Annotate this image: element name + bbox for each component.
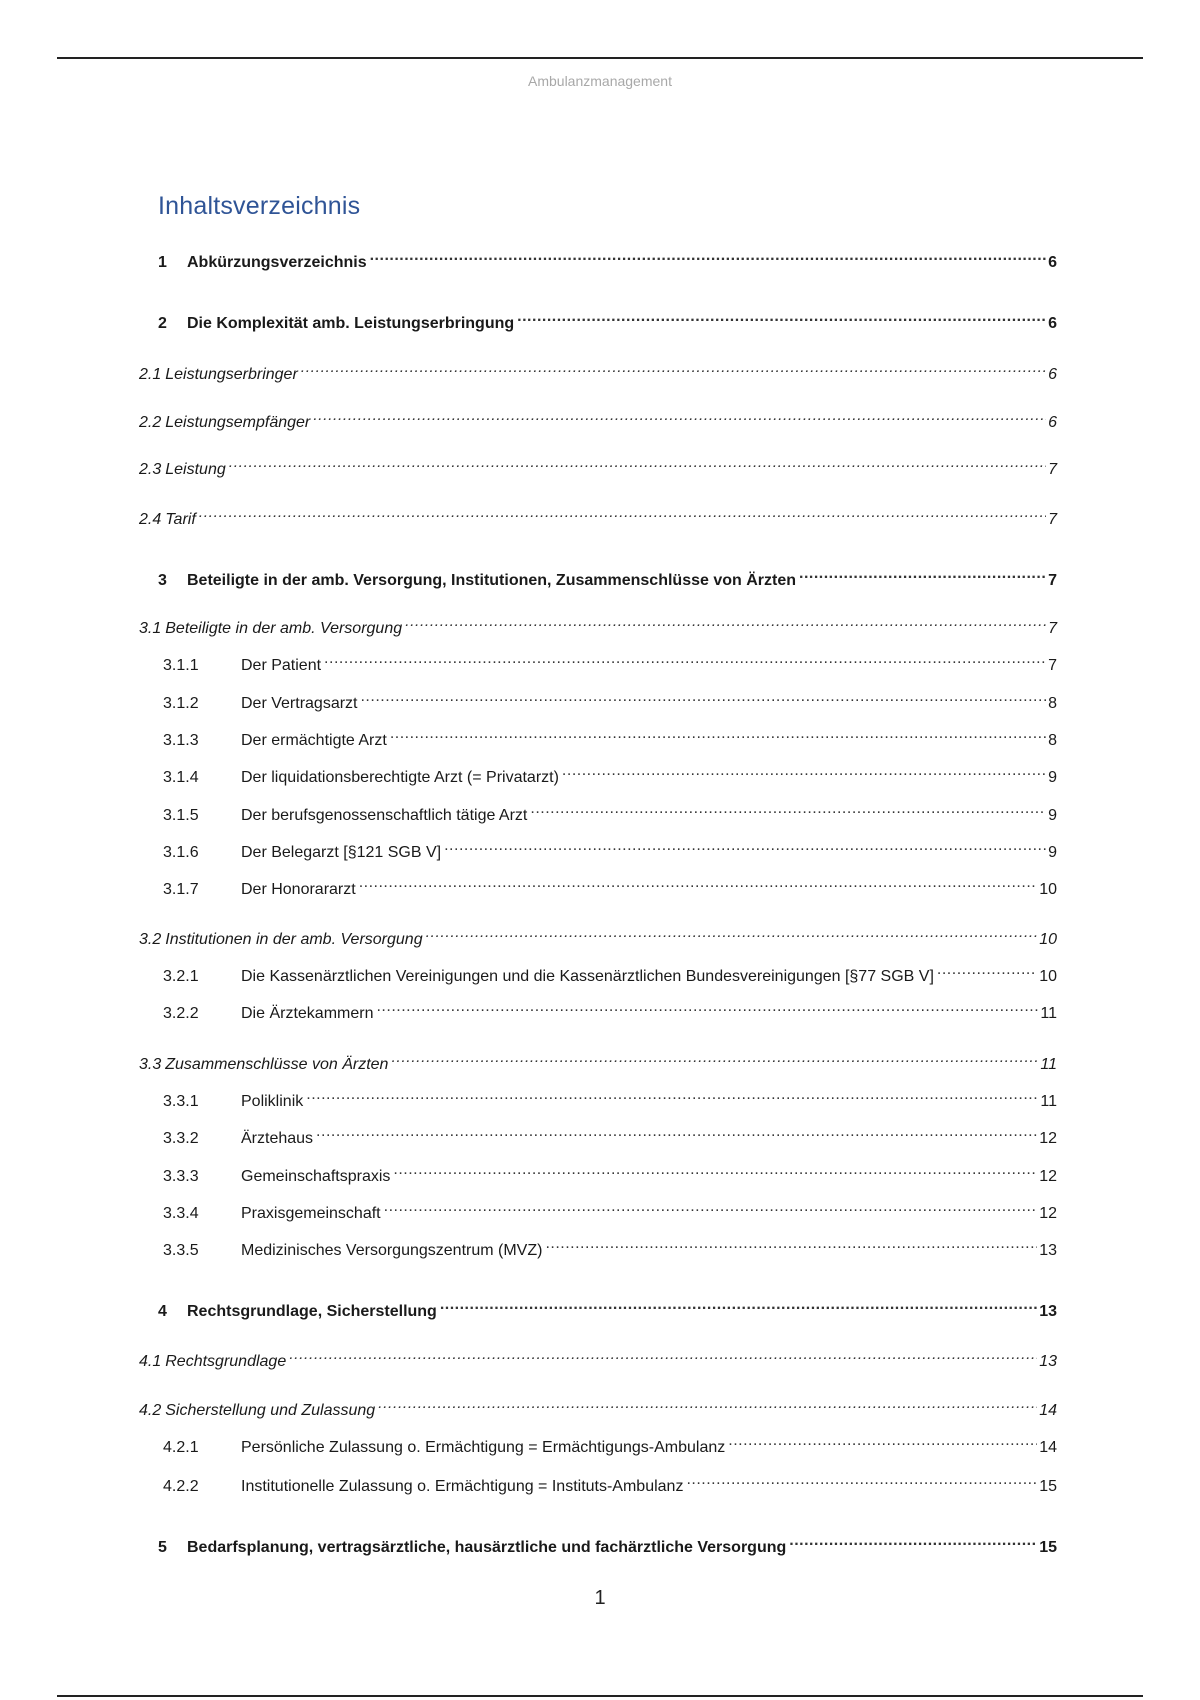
toc-entry-number: 2 (158, 315, 167, 332)
toc-entry-page: 12 (1039, 1168, 1057, 1185)
toc-entry-number: 3.3.4 (163, 1205, 199, 1222)
dot-leader (316, 1121, 1037, 1143)
toc-entry-page: 12 (1039, 1205, 1057, 1222)
toc-entry-page: 7 (1048, 572, 1057, 589)
dot-leader (384, 1196, 1038, 1218)
dot-leader (301, 357, 1046, 379)
dot-leader (360, 686, 1046, 708)
toc-entry-title: Persönliche Zulassung o. Ermächtigung = Ermächtigungs-Ambulanz (241, 1439, 726, 1456)
dot-leader (517, 306, 1046, 328)
toc-entry[interactable] (163, 686, 1057, 712)
toc-entry[interactable] (163, 648, 1057, 674)
dot-leader (390, 723, 1046, 745)
dot-leader (378, 1393, 1037, 1415)
toc-entry-page: 13 (1039, 1303, 1057, 1320)
toc-entry-page: 13 (1039, 1353, 1057, 1370)
toc-entry[interactable] (163, 1084, 1057, 1110)
dot-leader (370, 245, 1046, 267)
dot-leader (545, 1233, 1037, 1255)
toc-entry-number: 3.3.3 (163, 1168, 199, 1185)
toc-entry-number: 3.1.7 (163, 881, 199, 898)
toc-entry[interactable] (139, 611, 1057, 637)
toc-entry[interactable] (158, 245, 1057, 271)
dot-leader (199, 502, 1046, 524)
toc-entry-page: 14 (1039, 1439, 1057, 1456)
toc-entry-number: 3.1.1 (163, 657, 199, 674)
toc-entry-title: Institutionen in der amb. Versorgung (165, 931, 423, 948)
toc-entry-page: 6 (1048, 315, 1057, 332)
toc-entry-title: Poliklinik (241, 1093, 304, 1110)
toc-entry[interactable] (163, 872, 1057, 898)
dot-leader (391, 1047, 1038, 1069)
toc-entry-title: Zusammenschlüsse von Ärzten (165, 1056, 389, 1073)
dot-leader (440, 1294, 1037, 1316)
dot-leader (444, 835, 1046, 857)
toc-entry[interactable] (163, 1121, 1057, 1147)
toc-entry-number: 3.1.6 (163, 844, 199, 861)
toc-entry-title: Medizinisches Versorgungszentrum (MVZ) (241, 1242, 543, 1259)
toc-entry-title: Der Vertragsarzt (241, 695, 358, 712)
toc-entry[interactable] (139, 357, 1057, 383)
toc-entry[interactable] (139, 922, 1057, 948)
toc-entry-number: 3.2.2 (163, 1005, 199, 1022)
toc-entry[interactable] (163, 1159, 1057, 1185)
toc-entry-title: Die Komplexität amb. Leistungserbringung (187, 315, 515, 332)
toc-entry-page: 11 (1040, 1093, 1057, 1110)
dot-leader (789, 1530, 1037, 1552)
toc-entry-number: 3.1 (139, 620, 162, 637)
dot-leader (562, 760, 1046, 782)
toc-entry-title: Institutionelle Zulassung o. Ermächtigung = Instituts-Ambulanz (241, 1478, 684, 1495)
toc-entry-page: 10 (1039, 968, 1057, 985)
toc-entry-page: 8 (1048, 732, 1057, 749)
toc-entry-title: Sicherstellung und Zulassung (165, 1402, 376, 1419)
toc-entry-title: Leistung (165, 461, 226, 478)
toc-entry-page: 7 (1048, 620, 1057, 637)
toc-entry-number: 2.2 (139, 414, 162, 431)
toc-entry-title: Praxisgemeinschaft (241, 1205, 381, 1222)
toc-entry-title: Beteiligte in der amb. Versorgung (165, 620, 403, 637)
running-header: Ambulanzmanagement (528, 73, 672, 89)
dot-leader (799, 563, 1046, 585)
dot-leader (686, 1469, 1037, 1491)
toc-entry-page: 9 (1048, 844, 1057, 861)
dot-leader (728, 1430, 1037, 1452)
toc-entry-page: 7 (1048, 657, 1057, 674)
dot-leader (359, 872, 1038, 894)
toc-entry-number: 2.1 (139, 366, 162, 383)
dot-leader (405, 611, 1046, 633)
dot-leader (530, 798, 1046, 820)
toc-entry-page: 15 (1039, 1478, 1057, 1495)
toc-entry-title: Beteiligte in der amb. Versorgung, Institutionen, Zusammenschlüsse von Ärzten (187, 572, 796, 589)
toc-entry[interactable] (139, 502, 1057, 528)
toc-entry[interactable] (163, 1469, 1057, 1495)
toc-entry-title: Der ermächtigte Arzt (241, 732, 387, 749)
toc-entry-title: Rechtsgrundlage, Sicherstellung (187, 1303, 437, 1320)
toc-entry-page: 15 (1039, 1539, 1057, 1556)
toc-entry-number: 5 (158, 1539, 167, 1556)
toc-entry-number: 3.2 (139, 931, 162, 948)
toc-entry[interactable] (163, 959, 1057, 985)
toc-entry[interactable] (163, 1233, 1057, 1259)
toc-entry-page: 6 (1048, 254, 1057, 271)
dot-leader (324, 648, 1046, 670)
toc-entry-number: 3.1.2 (163, 695, 199, 712)
toc-entry[interactable] (158, 306, 1057, 332)
toc-entry-number: 4.2.2 (163, 1478, 199, 1495)
toc-entry-page: 6 (1048, 366, 1057, 383)
toc-entry-title: Der Honorararzt (241, 881, 356, 898)
toc-title: Inhaltsverzeichnis (158, 192, 361, 220)
toc-entry-title: Die Ärztekammern (241, 1005, 374, 1022)
toc-entry-page: 12 (1039, 1130, 1057, 1147)
toc-entry[interactable] (163, 1430, 1057, 1456)
toc-entry[interactable] (163, 760, 1057, 786)
toc-entry-page: 11 (1040, 1005, 1057, 1022)
page-number: 1 (594, 1587, 606, 1609)
dot-leader (306, 1084, 1038, 1106)
toc-entry-title: Ärztehaus (241, 1130, 314, 1147)
toc-entry-title: Gemeinschaftspraxis (241, 1168, 391, 1185)
toc-entry-title: Leistungsempfänger (165, 414, 311, 431)
toc-entry-title: Der Belegarzt [§121 SGB V] (241, 844, 442, 861)
dot-leader (289, 1344, 1037, 1366)
dot-leader (376, 996, 1038, 1018)
toc-entry-number: 3.1.3 (163, 732, 199, 749)
toc-entry[interactable] (158, 1530, 1057, 1556)
toc-entry-number: 4.2 (139, 1402, 162, 1419)
toc-entry[interactable] (139, 1344, 1057, 1370)
toc-entry-number: 3.1.4 (163, 769, 199, 786)
footer-rule (57, 1695, 1143, 1697)
toc-entry-page: 13 (1039, 1242, 1057, 1259)
dot-leader (426, 922, 1038, 944)
toc-entry-page: 7 (1048, 461, 1057, 478)
toc-entry-page: 10 (1039, 881, 1057, 898)
toc-entry[interactable] (139, 1047, 1057, 1073)
toc-entry-number: 3.2.1 (163, 968, 199, 985)
toc-entry[interactable] (163, 1196, 1057, 1222)
toc-entry-number: 4.1 (139, 1353, 162, 1370)
toc-entry-page: 10 (1039, 931, 1057, 948)
toc-entry-number: 2.3 (139, 461, 162, 478)
toc-entry[interactable] (158, 1294, 1057, 1320)
toc-entry-number: 3.3.2 (163, 1130, 199, 1147)
toc-entry-number: 1 (158, 254, 167, 271)
dot-leader (937, 959, 1037, 981)
toc-entry[interactable] (139, 1393, 1057, 1419)
toc-entry[interactable] (163, 835, 1057, 861)
toc-entry-title: Der berufsgenossenschaftlich tätige Arzt (241, 807, 528, 824)
toc-entry-page: 8 (1048, 695, 1057, 712)
toc-entry-page: 11 (1040, 1056, 1057, 1073)
toc-entry[interactable] (163, 996, 1057, 1022)
toc-entry-number: 3.3 (139, 1056, 162, 1073)
toc-entry-number: 3 (158, 572, 167, 589)
toc-entry-title: Die Kassenärztlichen Vereinigungen und die Kassenärztlichen Bundesvereinigungen [§77 SGB V] (241, 968, 934, 985)
toc-entry-page: 6 (1048, 414, 1057, 431)
toc-entry-title: Tarif (165, 511, 196, 528)
dot-leader (393, 1159, 1037, 1181)
toc-entry-number: 3.3.1 (163, 1093, 199, 1110)
dot-leader (313, 405, 1046, 427)
toc-entry[interactable] (158, 563, 1057, 589)
toc-entry-title: Bedarfsplanung, vertragsärztliche, hausärztliche und fachärztliche Versorgung (187, 1539, 787, 1556)
toc-entry-number: 3.3.5 (163, 1242, 199, 1259)
toc-entry-page: 14 (1039, 1402, 1057, 1419)
toc-entry-number: 2.4 (139, 511, 162, 528)
toc-entry-number: 4 (158, 1303, 167, 1320)
toc-entry[interactable] (139, 405, 1057, 431)
toc-entry-title: Leistungserbringer (165, 366, 298, 383)
toc-entry-title: Der liquidationsberechtigte Arzt (= Privatarzt) (241, 769, 559, 786)
dot-leader (229, 452, 1046, 474)
toc-entry-title: Abkürzungsverzeichnis (187, 254, 367, 271)
toc-entry-page: 7 (1048, 511, 1057, 528)
toc-entry[interactable] (163, 723, 1057, 749)
toc-entry-page: 9 (1048, 769, 1057, 786)
toc-entry-page: 9 (1048, 807, 1057, 824)
toc-entry-title: Rechtsgrundlage (165, 1353, 287, 1370)
toc-entry-number: 4.2.1 (163, 1439, 199, 1456)
toc-entry[interactable] (163, 798, 1057, 824)
toc-entry-title: Der Patient (241, 657, 322, 674)
toc-entry-number: 3.1.5 (163, 807, 199, 824)
toc-entry[interactable] (139, 452, 1057, 478)
